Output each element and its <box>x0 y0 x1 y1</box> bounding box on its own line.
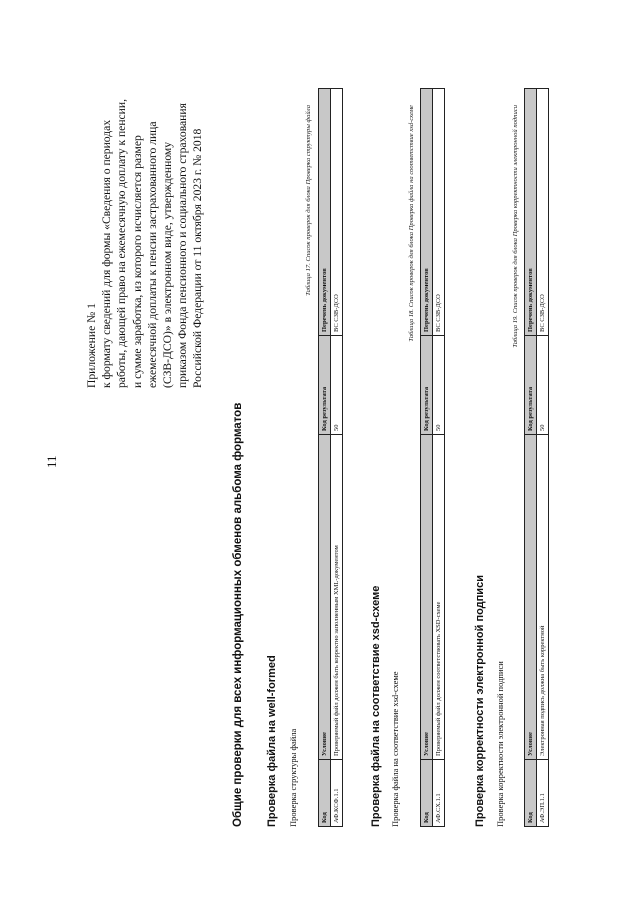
column-header-code: Код <box>421 760 433 827</box>
table-caption-17: Таблица 17. Список проверок для блока Проверка структуры файла <box>305 105 312 296</box>
section-subtitle-signature: Проверка корректности электронной подписи <box>495 661 505 827</box>
table-header-row <box>525 89 537 827</box>
cell-condition: Проверяемый файл должен быть корректно заполненным XML-документом <box>331 435 343 760</box>
cell-documents: ВС СЗВ-ДСО <box>331 89 343 336</box>
appendix-header <box>84 0 206 388</box>
checks-table-18 <box>420 88 445 827</box>
cell-result-code: 50 <box>537 336 549 435</box>
column-header-condition: Условие <box>525 435 537 760</box>
cell-code: АФ.СХ.1.1 <box>433 760 445 827</box>
column-header-condition: Условие <box>319 435 331 760</box>
column-header-code: Код <box>525 760 537 827</box>
column-header-result-code: Код результата <box>319 336 331 435</box>
general-checks-title: Общие проверки для всех информационных обменов альбома форматов <box>232 402 244 827</box>
column-header-documents: Перечень документов <box>319 89 331 336</box>
section-title-signature: Проверка корректности электронной подписи <box>474 575 486 827</box>
table-header-row <box>319 89 331 827</box>
appendix-line: работы, дающей право на ежемесячную доплату к пенсии, <box>115 99 129 388</box>
table-caption-19: Таблица 19. Список проверок для блока Проверка корректности электронной подписи <box>512 105 519 348</box>
checks-table-17 <box>318 88 343 827</box>
appendix-line: Приложение № 1 <box>85 303 98 388</box>
cell-condition: Электронная подпись должна быть корректной <box>537 435 549 760</box>
cell-result-code: 50 <box>433 336 445 435</box>
section-title-xsd: Проверка файла на соответствие xsd-схеме <box>370 585 382 827</box>
checks-table-19 <box>524 88 549 827</box>
table-header-row <box>421 89 433 827</box>
table-caption-18: Таблица 18. Список проверок для блока Проверка файла на соответствие xsd-схеме <box>408 105 415 342</box>
appendix-line: (СЗВ-ДСО)» в электронном виде, утвержденному <box>161 141 175 388</box>
cell-result-code: 50 <box>331 336 343 435</box>
table-row <box>433 89 445 827</box>
cell-condition: Проверяемый файл должен соответствовать XSD-схеме <box>433 435 445 760</box>
appendix-line: приказом Фонда пенсионного и социального страхования <box>176 103 190 388</box>
column-header-documents: Перечень документов <box>421 89 433 336</box>
cell-documents: ВС СЗВ-ДСО <box>537 89 549 336</box>
table-row <box>537 89 549 827</box>
appendix-line: к формату сведений для формы «Сведения о периодах <box>100 119 114 388</box>
column-header-documents: Перечень документов <box>525 89 537 336</box>
column-header-condition: Условие <box>421 435 433 760</box>
section-title-well-formed: Проверка файла на well-formed <box>266 655 278 827</box>
appendix-line: ежемесячной доплаты к пенсии застрахованного лица <box>145 121 159 388</box>
cell-code: АФ.ЭП.1.1 <box>537 760 549 827</box>
appendix-line: и сумме заработка, из которого исчисляется размер <box>130 135 144 388</box>
cell-documents: ВС СЗВ-ДСО <box>433 89 445 336</box>
column-header-result-code: Код результата <box>525 336 537 435</box>
section-subtitle-file-structure: Проверка структуры файла <box>288 728 298 827</box>
column-header-code: Код <box>319 760 331 827</box>
cell-code: АФ.КСФ.1.1 <box>331 760 343 827</box>
column-header-result-code: Код результата <box>421 336 433 435</box>
page-number: 11 <box>44 455 59 468</box>
appendix-line: Российской Федерации от 11 октября 2023 г. № 2018 <box>191 128 205 388</box>
section-subtitle-xsd: Проверка файла на соответствие xsd-схеме <box>390 671 400 827</box>
table-row <box>331 89 343 827</box>
